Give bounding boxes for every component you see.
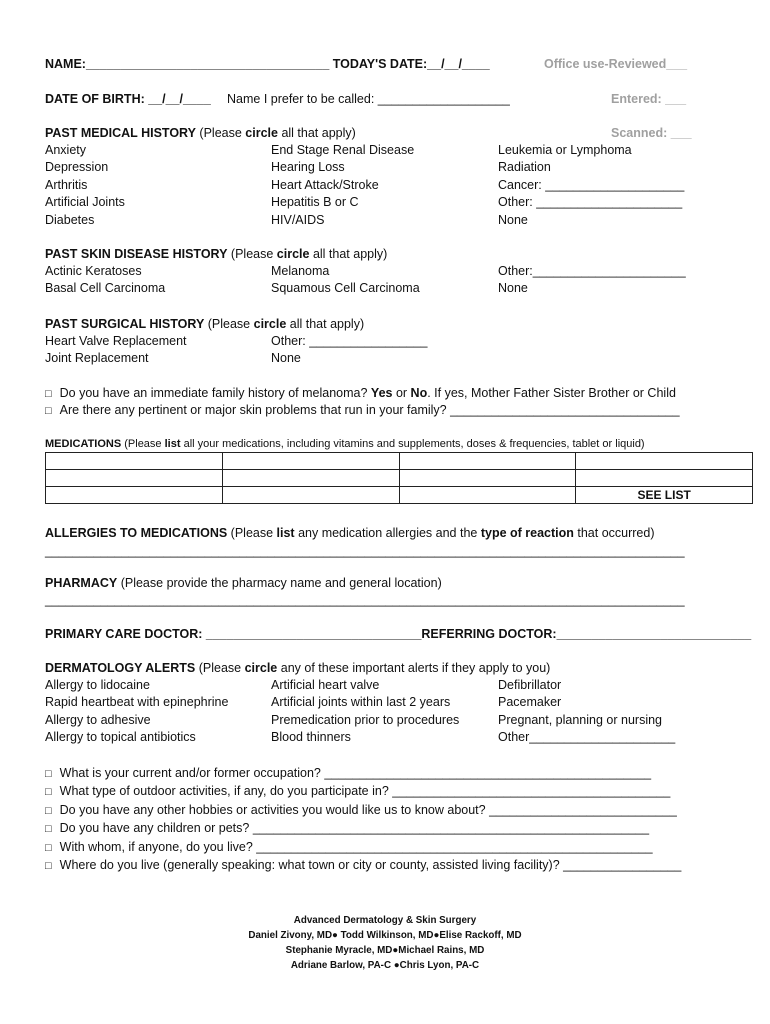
provider-line: Adriane Barlow, PA-C ●Chris Lyon, PA-C bbox=[290, 960, 480, 971]
question-item[interactable] bbox=[45, 820, 681, 838]
name-date-line[interactable]: NAME:___________________________________ TODAY'S DATE:__/__/____ bbox=[45, 57, 490, 71]
skin-title: PAST SKIN DISEASE HISTORY bbox=[45, 247, 228, 261]
alert-item[interactable]: Blood thinners bbox=[271, 730, 351, 745]
alerts-note-bold: circle bbox=[244, 661, 278, 675]
skin-item[interactable]: Other:______________________ bbox=[498, 264, 686, 278]
table-cell[interactable] bbox=[399, 470, 576, 487]
table-cell[interactable] bbox=[399, 487, 576, 504]
checkbox-icon[interactable]: □ bbox=[45, 841, 52, 854]
alerts-note-pre: (Please bbox=[195, 661, 245, 675]
question-item[interactable] bbox=[45, 783, 681, 801]
surg-item[interactable]: None bbox=[271, 351, 301, 366]
pmh-item[interactable]: Depression bbox=[45, 160, 109, 175]
pmh-title: PAST MEDICAL HISTORY bbox=[45, 126, 196, 140]
pmh-col-2 bbox=[271, 142, 414, 229]
checkbox-icon[interactable]: □ bbox=[45, 804, 52, 817]
skin-item[interactable]: Basal Cell Carcinoma bbox=[45, 281, 166, 296]
date-of-birth-line[interactable]: DATE OF BIRTH: __/__/____ bbox=[45, 92, 211, 106]
pmh-item[interactable]: Hearing Loss bbox=[271, 160, 345, 175]
allergies-heading bbox=[45, 526, 655, 541]
table-cell[interactable] bbox=[46, 470, 223, 487]
skin-note-pre: (Please bbox=[227, 247, 277, 261]
pmh-col-1 bbox=[45, 142, 125, 229]
skin-item[interactable]: Melanoma bbox=[271, 264, 330, 278]
alerts-note-post: any of these important alerts if they apply to you) bbox=[277, 661, 551, 675]
pmh-item[interactable]: Heart Attack/Stroke bbox=[271, 177, 379, 192]
skin-col-1 bbox=[45, 263, 165, 298]
pharmacy-heading bbox=[45, 576, 442, 591]
skin-note-post: all that apply) bbox=[309, 247, 388, 261]
surg-note-bold: circle bbox=[253, 317, 287, 331]
pmh-note-post: all that apply) bbox=[277, 126, 356, 140]
office-scanned: Scanned: ___ bbox=[611, 126, 692, 140]
table-row bbox=[46, 453, 753, 470]
skin-note-bold: circle bbox=[276, 247, 310, 261]
skin-item[interactable]: Actinic Keratoses bbox=[45, 264, 142, 278]
alerts-heading bbox=[45, 661, 550, 676]
pmh-col-3 bbox=[498, 142, 684, 229]
pmh-item[interactable]: Radiation bbox=[498, 160, 551, 175]
question-text[interactable]: What is your current and/or former occupation? _______________________________________________ bbox=[59, 766, 652, 780]
table-cell[interactable] bbox=[46, 453, 223, 470]
alerts-col-1 bbox=[45, 677, 228, 747]
surg-note-post: all that apply) bbox=[286, 317, 365, 331]
alert-item[interactable]: Other_____________________ bbox=[498, 730, 676, 745]
pmh-item[interactable]: Anxiety bbox=[45, 143, 86, 157]
table-cell[interactable] bbox=[46, 487, 223, 504]
table-cell[interactable] bbox=[222, 487, 399, 504]
allergies-note-mid: any medication allergies and the bbox=[294, 526, 481, 540]
alert-item[interactable]: Premedication prior to procedures bbox=[271, 712, 460, 727]
family-q2-text[interactable]: Are there any pertinent or major skin problems that run in your family? _________________________________ bbox=[59, 403, 680, 417]
question-item[interactable] bbox=[45, 765, 681, 783]
alert-item[interactable]: Allergy to lidocaine bbox=[45, 678, 150, 692]
questions-list bbox=[45, 765, 681, 875]
surg-title: PAST SURGICAL HISTORY bbox=[45, 317, 205, 331]
checkbox-icon[interactable]: □ bbox=[45, 405, 52, 417]
table-cell[interactable] bbox=[222, 453, 399, 470]
practice-name: Advanced Dermatology & Skin Surgery bbox=[293, 915, 477, 926]
meds-title: MEDICATIONS bbox=[45, 438, 122, 450]
skin-col-2 bbox=[271, 263, 420, 298]
family-q1-post: . If yes, Mother Father Sister Brother or Child bbox=[427, 386, 676, 400]
alert-item[interactable]: Artificial joints within last 2 years bbox=[271, 695, 451, 710]
preferred-name-line[interactable]: Name I prefer to be called: ___________________ bbox=[227, 92, 510, 106]
family-q1-yes[interactable]: Yes bbox=[370, 386, 393, 400]
question-item[interactable] bbox=[45, 802, 681, 820]
alerts-title: DERMATOLOGY ALERTS bbox=[45, 661, 196, 675]
checkbox-icon[interactable]: □ bbox=[45, 388, 52, 400]
meds-note-pre: (Please bbox=[121, 438, 165, 450]
medications-table bbox=[45, 452, 753, 504]
pmh-item[interactable]: Cancer: ____________________ bbox=[498, 177, 685, 192]
table-cell[interactable] bbox=[576, 470, 753, 487]
allergies-note-pre: (Please bbox=[227, 526, 277, 540]
surg-item[interactable]: Heart Valve Replacement bbox=[45, 334, 187, 348]
alert-item[interactable]: Pacemaker bbox=[498, 695, 562, 710]
allergies-title: ALLERGIES TO MEDICATIONS bbox=[45, 526, 228, 540]
alert-item[interactable]: Defibrillator bbox=[498, 678, 562, 692]
alert-item[interactable]: Pregnant, planning or nursing bbox=[498, 712, 663, 727]
alert-item[interactable]: Allergy to topical antibiotics bbox=[45, 730, 196, 745]
meds-note-bold: list bbox=[164, 438, 181, 450]
provider-line: Stephanie Myracle, MD●Michael Rains, MD bbox=[285, 945, 485, 956]
surg-item[interactable]: Other: _________________ bbox=[271, 334, 428, 348]
surg-heading bbox=[45, 317, 364, 332]
pmh-item[interactable]: Hepatitis B or C bbox=[271, 195, 359, 210]
surg-item[interactable]: Joint Replacement bbox=[45, 351, 149, 366]
office-entered: Entered: ___ bbox=[611, 92, 687, 106]
skin-item[interactable]: Squamous Cell Carcinoma bbox=[271, 281, 420, 296]
alert-item[interactable]: Allergy to adhesive bbox=[45, 712, 151, 727]
office-reviewed: Office use-Reviewed___ bbox=[544, 57, 688, 71]
pmh-item[interactable]: Artificial Joints bbox=[45, 195, 125, 210]
family-q1-no[interactable]: No bbox=[410, 386, 428, 400]
family-skin-problems-question[interactable] bbox=[45, 403, 680, 419]
table-row bbox=[46, 487, 753, 504]
allergies-note-post: that occurred) bbox=[573, 526, 655, 540]
pmh-item[interactable]: Other: _____________________ bbox=[498, 195, 683, 210]
question-item[interactable] bbox=[45, 857, 681, 875]
skin-col-3 bbox=[498, 263, 686, 298]
doctors-line[interactable]: PRIMARY CARE DOCTOR: _______________________________REFERRING DOCTOR:____________________________ bbox=[45, 627, 752, 641]
family-q1-or: or bbox=[392, 386, 411, 400]
table-row bbox=[46, 470, 753, 487]
pmh-note-pre: (Please bbox=[195, 126, 246, 140]
pmh-heading bbox=[45, 126, 356, 141]
pmh-item[interactable]: Leukemia or Lymphoma bbox=[498, 143, 632, 157]
checkbox-icon[interactable]: □ bbox=[45, 823, 52, 836]
pharmacy-answer-line[interactable]: ____________________________________________________________________________________________ bbox=[45, 593, 685, 607]
meds-note-post: all your medications, including vitamins and supplements, doses & frequencies, tablet or liquid) bbox=[180, 438, 645, 450]
allergies-answer-line[interactable]: ____________________________________________________________________________________________ bbox=[45, 544, 685, 558]
surg-col-2 bbox=[271, 333, 427, 368]
table-cell[interactable] bbox=[399, 453, 576, 470]
provider-line: Daniel Zivony, MD● Todd Wilkinson, MD●Elise Rackoff, MD bbox=[248, 930, 522, 941]
pmh-item[interactable]: None bbox=[498, 212, 528, 227]
pharmacy-title: PHARMACY bbox=[45, 576, 118, 590]
pmh-item[interactable]: HIV/AIDS bbox=[271, 212, 325, 227]
alerts-col-3 bbox=[498, 677, 675, 747]
surg-col-1 bbox=[45, 333, 187, 368]
allergies-note-bold2: type of reaction bbox=[480, 526, 574, 540]
question-text[interactable]: Do you have any other hobbies or activities you would like us to know about? ___________________________ bbox=[59, 802, 677, 817]
alerts-col-2 bbox=[271, 677, 459, 747]
pmh-note-bold: circle bbox=[245, 126, 278, 140]
skin-heading bbox=[45, 247, 387, 262]
see-list-cell[interactable]: SEE LIST bbox=[576, 487, 753, 504]
allergies-note-bold1: list bbox=[276, 526, 295, 540]
surg-note-pre: (Please bbox=[204, 317, 254, 331]
skin-item[interactable]: None bbox=[498, 281, 528, 296]
pmh-item[interactable]: Diabetes bbox=[45, 212, 95, 227]
alert-item[interactable]: Rapid heartbeat with epinephrine bbox=[45, 695, 229, 710]
question-text[interactable]: With whom, if anyone, do you live? _________________________________________________________ bbox=[59, 839, 653, 854]
checkbox-icon[interactable]: □ bbox=[45, 768, 52, 780]
family-q1-pre: Do you have an immediate family history of melanoma? bbox=[59, 386, 371, 400]
question-text[interactable]: Do you have any children or pets? _________________________________________________________ bbox=[59, 821, 650, 836]
practice-footer bbox=[0, 913, 770, 973]
pharmacy-note: (Please provide the pharmacy name and general location) bbox=[117, 576, 442, 590]
alert-item[interactable]: Artificial heart valve bbox=[271, 678, 380, 692]
question-text[interactable]: What type of outdoor activities, if any, do you participate in? ________________________________________ bbox=[59, 784, 671, 799]
question-item[interactable] bbox=[45, 839, 681, 857]
checkbox-icon[interactable]: □ bbox=[45, 786, 52, 799]
question-text[interactable]: Where do you live (generally speaking: what town or city or county, assisted living facility)? _________________ bbox=[59, 858, 682, 873]
table-cell[interactable] bbox=[576, 453, 753, 470]
pmh-item[interactable]: Arthritis bbox=[45, 177, 88, 192]
meds-heading bbox=[45, 437, 645, 452]
family-melanoma-question[interactable] bbox=[45, 386, 676, 402]
table-cell[interactable] bbox=[222, 470, 399, 487]
checkbox-icon[interactable]: □ bbox=[45, 860, 52, 873]
pmh-item[interactable]: End Stage Renal Disease bbox=[271, 143, 415, 157]
